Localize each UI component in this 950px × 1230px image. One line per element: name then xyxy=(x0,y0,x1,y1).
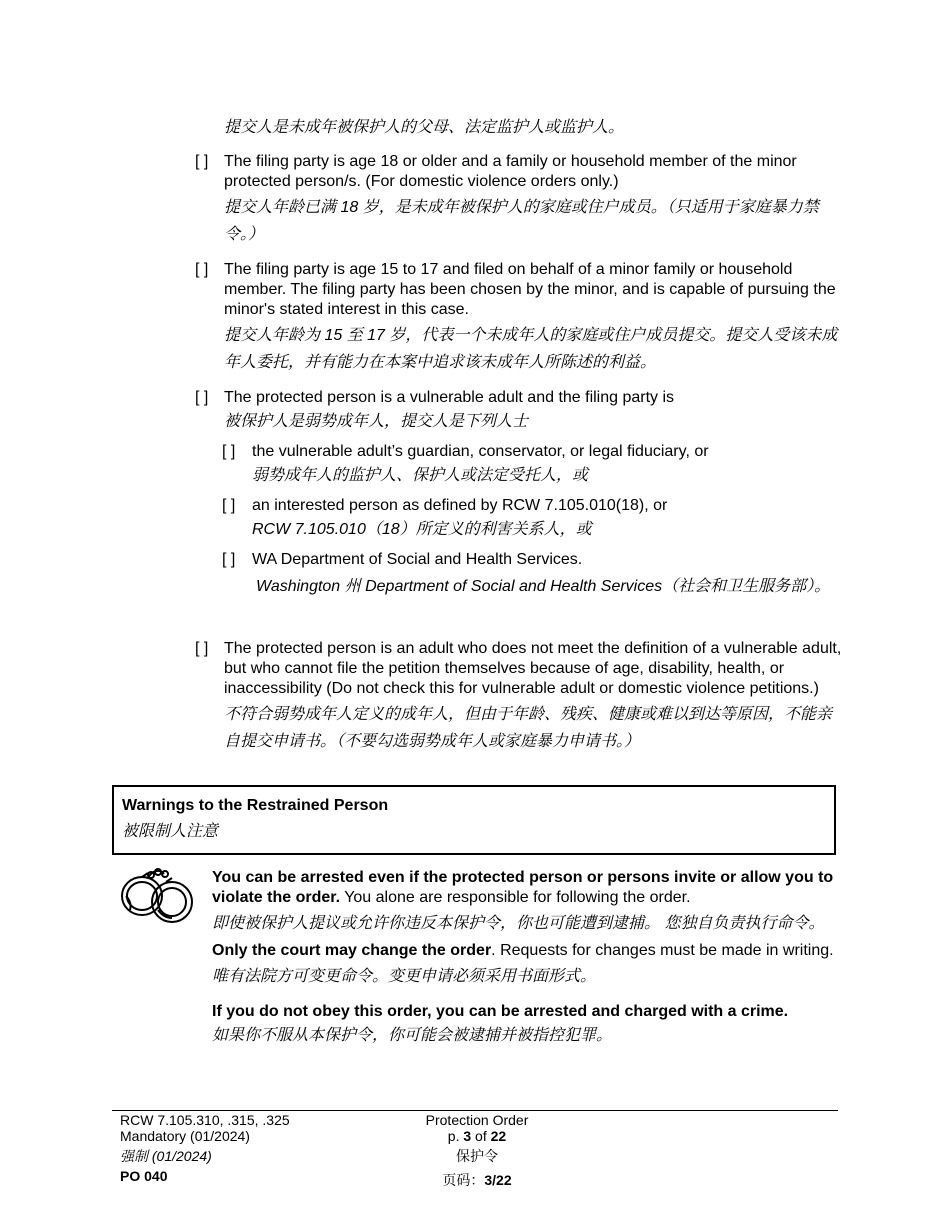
adult-cannot-file-text: The protected person is an adult who does not meet the definition of a vulnerable adult, but who cannot file the petition themselves because of age, disability, health, or inaccessibility (Do not check this for vulnerable adult or domestic violence petitions.) xyxy=(224,640,842,697)
arrest-warning-rest: You alone are responsible for following the order. xyxy=(340,889,691,906)
family-member-text-zh: 提交人年龄已满 18 岁，是未成年被保护人的家庭或住户成员。（只适用于家庭暴力禁令。） xyxy=(224,199,819,243)
intro-text-zh: 提交人是未成年被保护人的父母、法定监护人或监护人。 xyxy=(224,119,625,136)
footer-page-of: of xyxy=(471,1128,491,1144)
dshs-text: WA Department of Social and Health Services. xyxy=(252,551,583,568)
arrest-warning xyxy=(212,868,834,908)
footer-page-total: 22 xyxy=(490,1128,507,1144)
minor-filer-text-zh: 提交人年龄为 15 至 17 岁，代表一个未成年人的家庭或住户成员提交。提交人受该未成年人委托，并有能力在本案中追求该未成年人所陈述的利益。 xyxy=(224,327,838,371)
court-change-bold: Only the court may change the order xyxy=(212,942,492,959)
warnings-box xyxy=(112,785,836,855)
court-change-warning xyxy=(212,941,834,961)
obey-warning: If you do not obey this order, you can be arrested and charged with a crime. xyxy=(212,1003,789,1020)
arrest-warning-zh: 即使被保护人提议或允许你违反本保护令，你也可能遭到逮捕。 您独自负责执行命令。 xyxy=(212,915,825,932)
warnings-title: Warnings to the Restrained Person xyxy=(122,797,389,814)
minor-filer-checkbox[interactable]: [ ] xyxy=(195,261,209,278)
footer-page-zh-prefix: 页码： xyxy=(442,1172,485,1188)
family-member-option xyxy=(224,152,842,248)
guardian-text-zh: 弱势成年人的监护人、保护人或法定受托人，或 xyxy=(252,467,589,484)
vulnerable-adult-option xyxy=(224,388,842,435)
minor-filer-option xyxy=(224,260,842,376)
footer-page-prefix: p. xyxy=(447,1128,464,1144)
adult-cannot-file-text-zh: 不符合弱势成年人定义的成年人，但由于年龄、残疾、健康或难以到达等原因，不能亲自提交申请书。（不要勾选弱势成年人或家庭暴力申请书。） xyxy=(224,706,833,750)
dshs-option xyxy=(252,550,842,600)
dshs-text-zh: Washington 州 Department of Social and Health Services（社会和卫生服务部）。 xyxy=(256,578,831,595)
interested-person-checkbox[interactable]: [ ] xyxy=(222,497,236,514)
arrest-warning-bold: You can be arrested even if the protected person or persons invite or allow you to violate the order. xyxy=(212,869,834,906)
footer-rcw: RCW 7.105.310, .315, .325 xyxy=(120,1112,290,1128)
footer-mandatory: Mandatory (01/2024) xyxy=(120,1128,250,1144)
footer-title-zh: 保护令 xyxy=(456,1148,498,1164)
warnings-title-zh: 被限制人注意 xyxy=(122,823,219,840)
adult-cannot-file-option xyxy=(224,639,842,755)
guardian-option xyxy=(252,442,842,489)
guardian-text: the vulnerable adult’s guardian, conservator, or legal fiduciary, or xyxy=(252,443,709,460)
footer-page-zh xyxy=(377,1172,577,1189)
dshs-checkbox[interactable]: [ ] xyxy=(222,551,236,568)
minor-filer-text: The filing party is age 15 to 17 and filed on behalf of a minor family or household member. The filing party has been chosen by the minor, and is capable of pursuing the minor's stated interest in this case. xyxy=(224,261,836,318)
handcuffs-icon xyxy=(118,866,200,928)
footer-page-current: 3 xyxy=(463,1128,472,1144)
guardian-checkbox[interactable]: [ ] xyxy=(222,443,236,460)
footer-title: Protection Order xyxy=(425,1112,529,1128)
vulnerable-adult-text: The protected person is a vulnerable adult and the filing party is xyxy=(224,389,675,406)
family-member-checkbox[interactable]: [ ] xyxy=(195,153,209,170)
court-change-zh: 唯有法院方可变更命令。变更申请必须采用书面形式。 xyxy=(212,968,597,985)
footer-page xyxy=(377,1128,577,1145)
interested-person-text-zh: RCW 7.105.010（18）所定义的利害关系人，或 xyxy=(252,521,592,538)
vulnerable-adult-checkbox[interactable]: [ ] xyxy=(195,389,209,406)
family-member-text: The filing party is age 18 or older and a family or household member of the minor protected person/s. (For domestic violence orders only.) xyxy=(224,153,797,190)
footer-mandatory-zh: 强制 (01/2024) xyxy=(120,1148,212,1164)
adult-cannot-file-checkbox[interactable]: [ ] xyxy=(195,640,209,657)
interested-person-option xyxy=(252,496,842,543)
vulnerable-adult-text-zh: 被保护人是弱势成年人，提交人是下列人士 xyxy=(224,413,529,430)
interested-person-text: an interested person as defined by RCW 7.105.010(18), or xyxy=(252,497,668,514)
warnings-content xyxy=(212,868,834,1049)
footer-divider xyxy=(112,1110,838,1111)
footer-form-number: PO 040 xyxy=(120,1168,168,1184)
footer-page-zh-value: 3/22 xyxy=(484,1172,512,1188)
obey-warning-zh: 如果你不服从本保护令，你可能会被逮捕并被指控犯罪。 xyxy=(212,1027,613,1044)
court-change-rest: . Requests for changes must be made in writing. xyxy=(491,942,834,959)
